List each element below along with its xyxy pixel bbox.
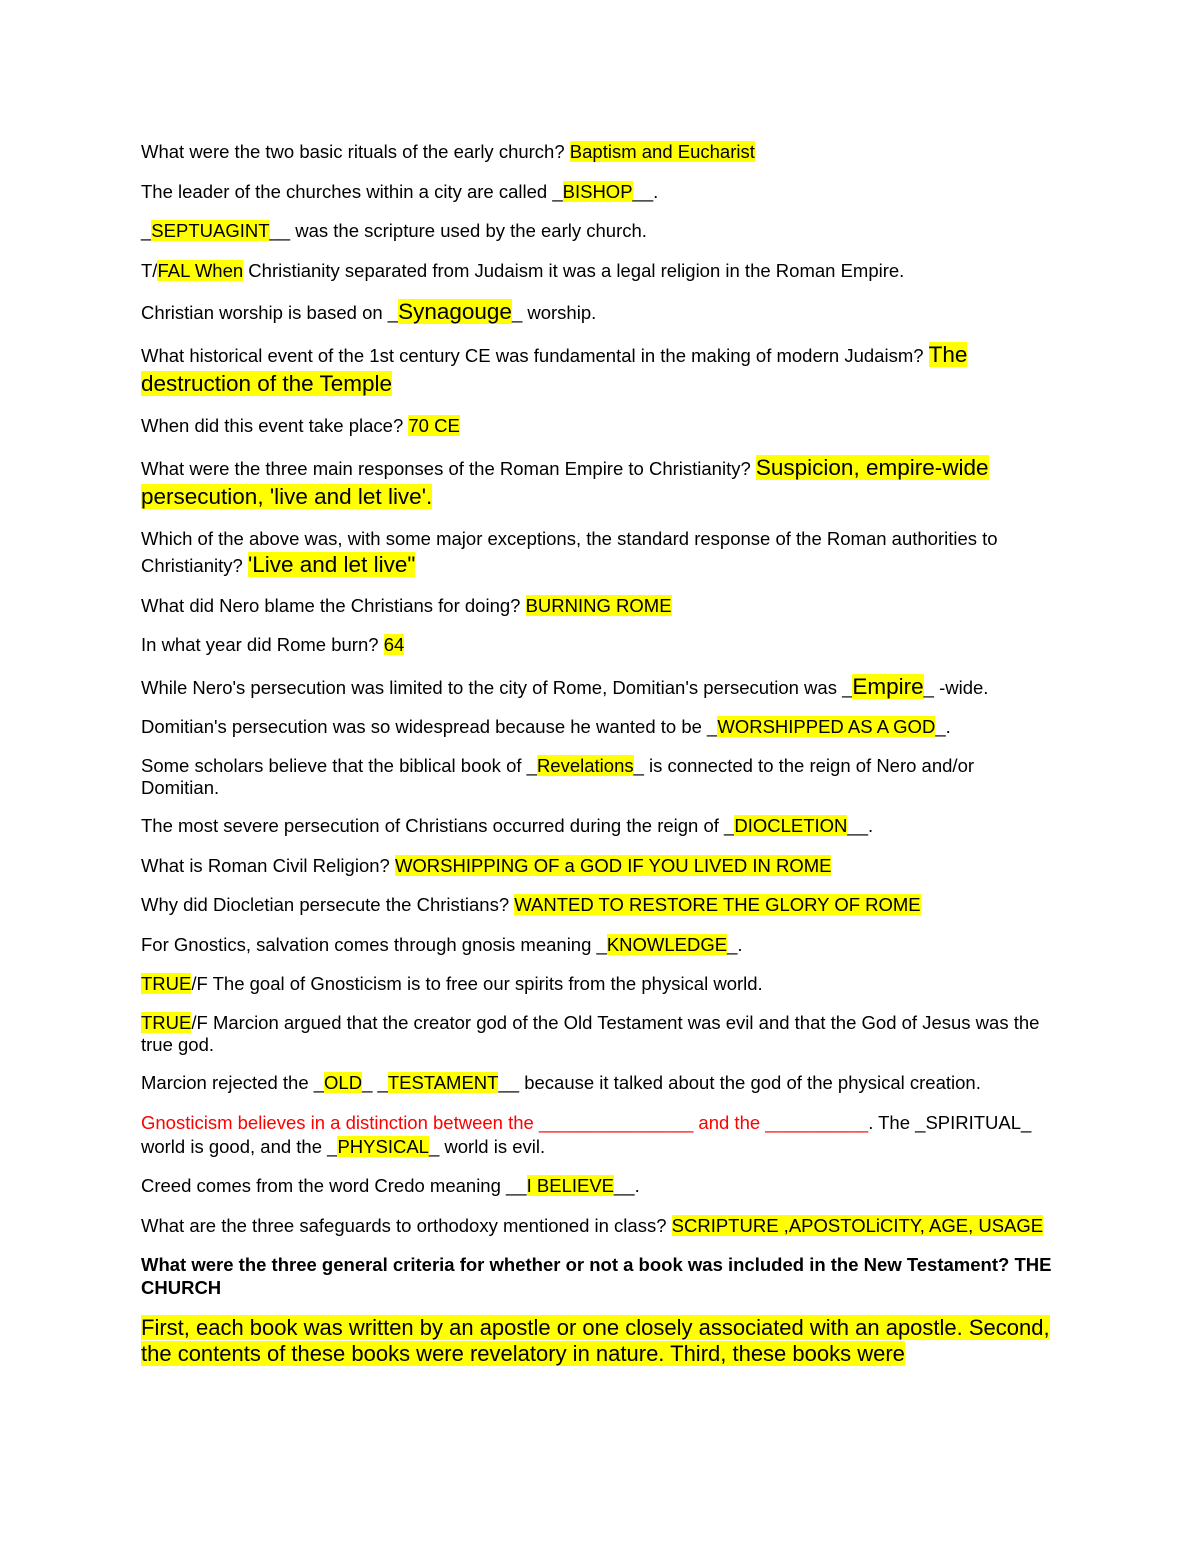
question-text-after: _ is connected to the reign of Nero and/or Domitian. [141, 754, 975, 798]
question-text-after: __. [847, 815, 874, 836]
answer-highlight: WORSHIPPING OF a GOD IF YOU LIVED IN ROME [394, 854, 832, 876]
red-question-text: Gnosticism believes in a distinction between the _______________ and the __________ [141, 1111, 869, 1133]
question-text-after: _. [727, 933, 743, 955]
question-13 [141, 715, 1056, 739]
document-body [141, 140, 1056, 1382]
question-8 [141, 454, 1056, 512]
answer-highlight: Synagouge [398, 299, 512, 324]
question-24 [141, 1214, 1056, 1238]
answer-highlight: The [928, 341, 968, 367]
question-text: For Gnostics, salvation comes through gnosis meaning _ [141, 933, 607, 955]
question-12 [141, 673, 1056, 700]
question-text: Some scholars believe that the biblical book of _ [141, 754, 537, 776]
question-text: _ [141, 220, 152, 241]
question-5 [141, 298, 1056, 325]
answer-highlight: OLD [324, 1072, 363, 1093]
question-text-after: Christianity separated from Judaism it was a legal religion in the Roman Empire. [243, 259, 905, 281]
question-21 [141, 1071, 1056, 1095]
question-4 [141, 259, 1056, 283]
question-23 [141, 1174, 1056, 1198]
answer-highlight: TRUE [141, 1011, 192, 1033]
answer-highlight: WANTED TO RESTORE THE GLORY OF ROME [514, 894, 921, 915]
question-9 [141, 527, 1056, 578]
answer-highlight-2: TESTAMENT [387, 1072, 499, 1093]
question-text: What were the two basic rituals of the early church? [141, 141, 570, 162]
question-text-after: _. [935, 716, 951, 737]
question-text-after: __ was the scripture used by the early church. [269, 220, 647, 241]
question-text-after: /F Marcion argued that the creator god of the Old Testament was evil and that the God of Jesus was the true god. [141, 1011, 1040, 1055]
question-22 [141, 1111, 1056, 1159]
question-20 [141, 1012, 1056, 1056]
question-text: When did this event take place? [141, 415, 409, 436]
question-text-after: _ world is evil. [428, 1135, 546, 1157]
question-text: The most severe persecution of Christians occurred during the reign of _ [141, 815, 735, 836]
answer-highlight: I BELIEVE [526, 1175, 615, 1196]
question-7 [141, 414, 1056, 438]
answer-highlight-cont: destruction of the Temple [141, 370, 392, 396]
question-25 [141, 1253, 1056, 1299]
question-text: Why did Diocletian persecute the Christians? [141, 894, 515, 915]
question-text: Which of the above was, with some major exceptions, the standard response of the Roman authorities to Christianity? [141, 528, 998, 576]
answer-highlight: BISHOP [562, 180, 633, 202]
question-1 [141, 140, 1056, 164]
question-text-mid: _ _ [362, 1072, 388, 1093]
answer-highlight: Baptism and Eucharist [569, 141, 755, 162]
answer-highlight: TRUE [141, 973, 192, 994]
question-2 [141, 180, 1056, 204]
answer-highlight: SCRIPTURE ,APOSTOLiCITY, AGE, USAGE [671, 1214, 1044, 1236]
answer-highlight: WORSHIPPED AS A GOD [717, 716, 936, 737]
question-text: What did Nero blame the Christians for doing? [141, 594, 526, 616]
question-text: T/ [141, 259, 158, 281]
answer-highlight: 70 CE [408, 415, 460, 436]
question-17 [141, 893, 1056, 917]
question-text-after: _ worship. [511, 302, 597, 323]
answer-highlight: KNOWLEDGE [606, 933, 728, 955]
question-15 [141, 814, 1056, 838]
question-18 [141, 933, 1056, 957]
answer-highlight: First, each book was written by an apostle or one closely associated with an apostle. Second, the contents of these books were revelatory in nature. Third, these books were [141, 1314, 1050, 1366]
answer-highlight: Revelations [536, 754, 634, 776]
question-text: What historical event of the 1st century CE was fundamental in the making of modern Judaism? [141, 344, 929, 366]
question-text: Marcion rejected the _ [141, 1072, 325, 1093]
question-text: Creed comes from the word Credo meaning __ [141, 1175, 527, 1196]
question-19 [141, 972, 1056, 996]
answer-highlight: Empire [852, 673, 924, 699]
question-text-after: __. [614, 1175, 640, 1196]
question-11 [141, 633, 1056, 657]
question-text-after: /F The goal of Gnosticism is to free our spirits from the physical world. [191, 973, 763, 994]
question-text: . The _SPIRITUAL_ world is good, and the _ [141, 1111, 1032, 1157]
answer-highlight: FAL When [157, 259, 244, 281]
question-16 [141, 854, 1056, 878]
question-14 [141, 755, 1056, 799]
answer-highlight: 64 [383, 634, 405, 655]
answer-highlight-cont: persecution, 'live and let live'. [141, 483, 433, 509]
question-text: Christian worship is based on _ [141, 302, 399, 323]
question-6 [141, 341, 1056, 399]
answer-paragraph [141, 1315, 1056, 1367]
question-text: In what year did Rome burn? [141, 634, 384, 655]
question-text-after: __ because it talked about the god of the physical creation. [498, 1072, 981, 1093]
question-10 [141, 594, 1056, 618]
question-text: What is Roman Civil Religion? [141, 854, 395, 876]
answer-highlight: Suspicion, empire-wide [755, 454, 989, 480]
question-text: What are the three safeguards to orthodoxy mentioned in class? [141, 1214, 672, 1236]
question-text: What were the three main responses of the Roman Empire to Christianity? [141, 457, 756, 479]
answer-highlight: SEPTUAGINT [151, 220, 270, 241]
answer-highlight: PHYSICAL [337, 1135, 429, 1157]
question-text: Domitian's persecution was so widespread because he wanted to be _ [141, 716, 718, 737]
question-3 [141, 219, 1056, 243]
question-text-after: _ -wide. [923, 676, 989, 698]
answer-highlight: 'Live and let live" [247, 552, 416, 577]
bold-question-text: What were the three general criteria for whether or not a book was included in the New Testament? THE CHURCH [141, 1254, 1052, 1298]
question-text-after: __. [632, 180, 659, 202]
answer-highlight: BURNING ROME [525, 594, 672, 616]
answer-highlight: DIOCLETION [734, 815, 848, 836]
question-text: While Nero's persecution was limited to the city of Rome, Domitian's persecution was _ [141, 676, 853, 698]
question-text: The leader of the churches within a city are called _ [141, 180, 563, 202]
